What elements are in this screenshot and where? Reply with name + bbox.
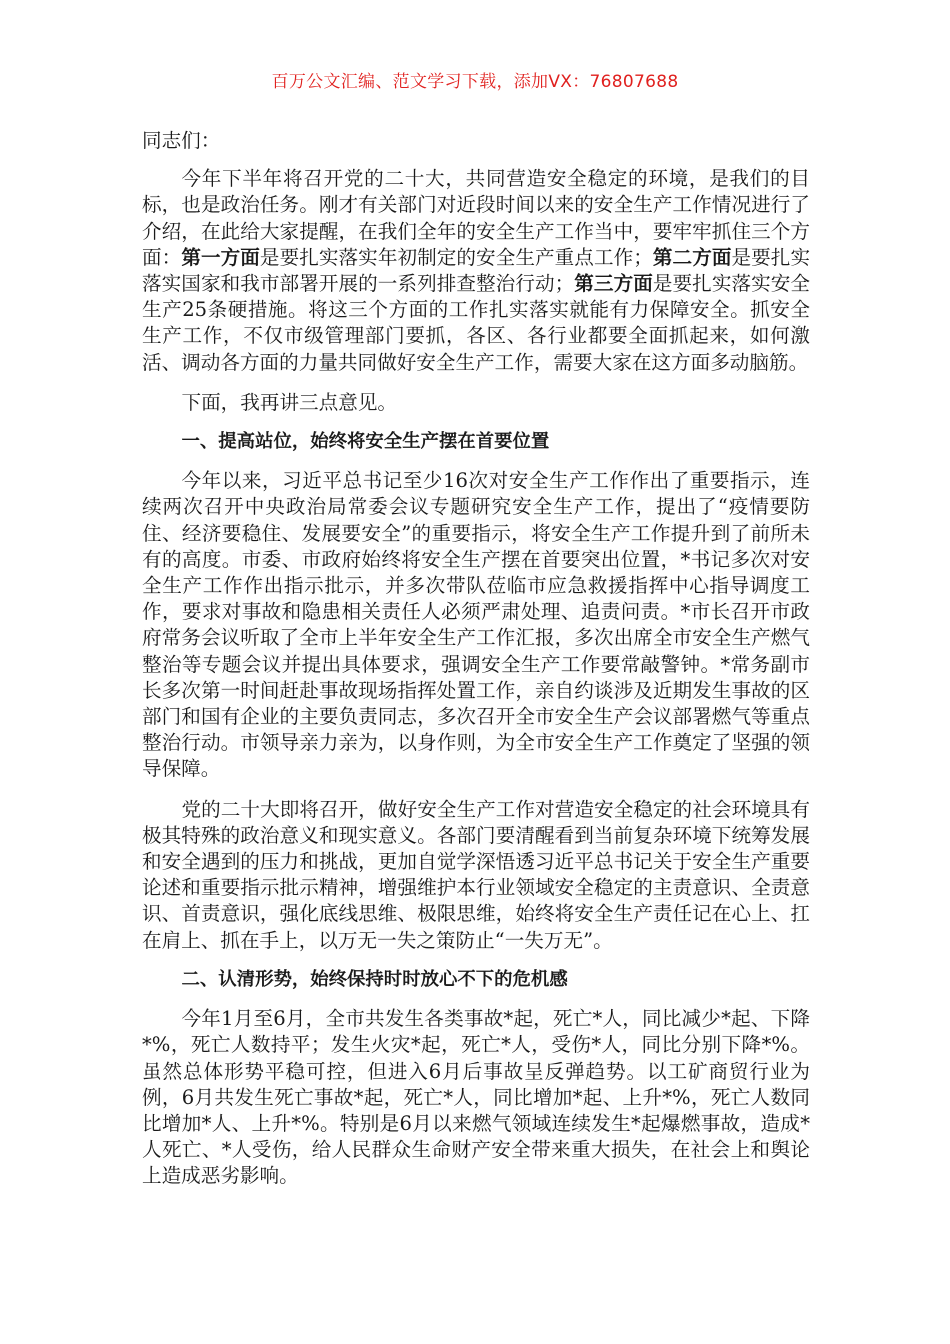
emphasis-third-aspect: 第三方面: [574, 272, 653, 296]
paragraph-intro: [142, 166, 810, 376]
paragraph-section1-b: 党的二十大即将召开，做好安全生产工作对营造安全稳定的社会环境具有极其特殊的政治意义和现实意义。各部门要清醒看到当前复杂环境下统筹发展和安全遇到的压力和挑战，更加自觉学深悟透习近平总书记关于安全生产重要论述和重要指示批示精神，增强维护本行业领域安全稳定的主责意识、全责意识、首责意识，强化底线思维、极限思维，始终将安全生产责任记在心上、扛在肩上、抓在手上，以万无一失之策防止“一失万无”。: [142, 797, 810, 952]
emphasis-second-aspect: 第二方面: [652, 245, 732, 269]
paragraph-section1-a: 今年以来，习近平总书记至少16次对安全生产工作作出了重要指示，连续两次召开中央政治局常委会议专题研究安全生产工作，提出了“疫情要防住、经济要稳住、发展要安全”的重要指示，将安全生产工作提升到了前所未有的高度。市委、市政府始终将安全生产摆在首要突出位置，*书记多次对安全生产工作作出指示批示，并多次带队莅临市应急救援指挥中心指导调度工作，要求对事故和隐患相关责任人必须严肃处理、追责问责。*市长召开市政府常务会议听取了全市上半年安全生产工作汇报，多次出席全市安全生产燃气整治等专题会议并提出具体要求，强调安全生产工作要常敲警钟。*常务副市长多次第一时间赶赴事故现场指挥处置工作，亲自约谈涉及近期发生事故的区部门和国有企业的主要负责同志，多次召开全市安全生产会议部署燃气等重点整治行动。市领导亲力亲为，以身作则，为全市安全生产工作奠定了坚强的领导保障。: [142, 469, 810, 781]
section-heading-1: 一、提高站位，始终将安全生产摆在首要位置: [181, 431, 550, 453]
paragraph-transition: 下面，我再讲三点意见。: [181, 390, 398, 414]
salutation: 同志们：: [142, 129, 221, 152]
intro-text-2: 是要扎实落实年初制定的安全生产重点工作；: [259, 245, 653, 269]
paragraph-section2-a: 今年1月至6月，全市共发生各类事故*起，死亡*人，同比减少*起、下降*%，死亡人数持平；发生火灾*起，死亡*人，受伤*人，同比分别下降*%。虽然总体形势平稳可控，但进入6月后事故呈反弹趋势。以工矿商贸行业为例，6月共发生死亡事故*起，死亡*人，同比增加*起、上升*%，死亡人数同比增加*人、上升*%。特别是6月以来燃气领域连续发生*起爆燃事故，造成*人死亡、*人受伤，给人民群众生命财产安全带来重大损失，在社会上和舆论上造成恶劣影响。: [142, 1007, 810, 1188]
section-heading-2: 二、认清形势，始终保持时时放心不下的危机感: [181, 968, 568, 990]
watermark-banner: 百万公文汇编、范文学习下载，添加VX：76807688: [271, 72, 679, 92]
intro-text-4: 是要扎实落实安全生产25条硬措施。将这三个方面的工作扎实落实就能有力保障安全。抓安全生产工作，不仅市级管理部门要抓，各区、各行业都要全面抓起来，如何激活、调动各方面的力量共同做好安全生产工作，需要大家在这方面多动脑筋。: [142, 272, 811, 374]
emphasis-first-aspect: 第一方面: [181, 245, 260, 269]
intro-text-1: 今年下半年将召开党的二十大，共同营造安全稳定的环境，是我们的目标，也是政治任务。刚才有关部门对近段时间以来的安全生产工作情况进行了介绍，在此给大家提醒，在我们全年的安全生产工作当中，要牢牢抓住三个方面：: [142, 167, 810, 269]
document-body: [142, 128, 810, 1190]
intro-text-3: 是要扎实落实国家和我市部署开展的一系列排查整治行动；: [142, 245, 811, 296]
